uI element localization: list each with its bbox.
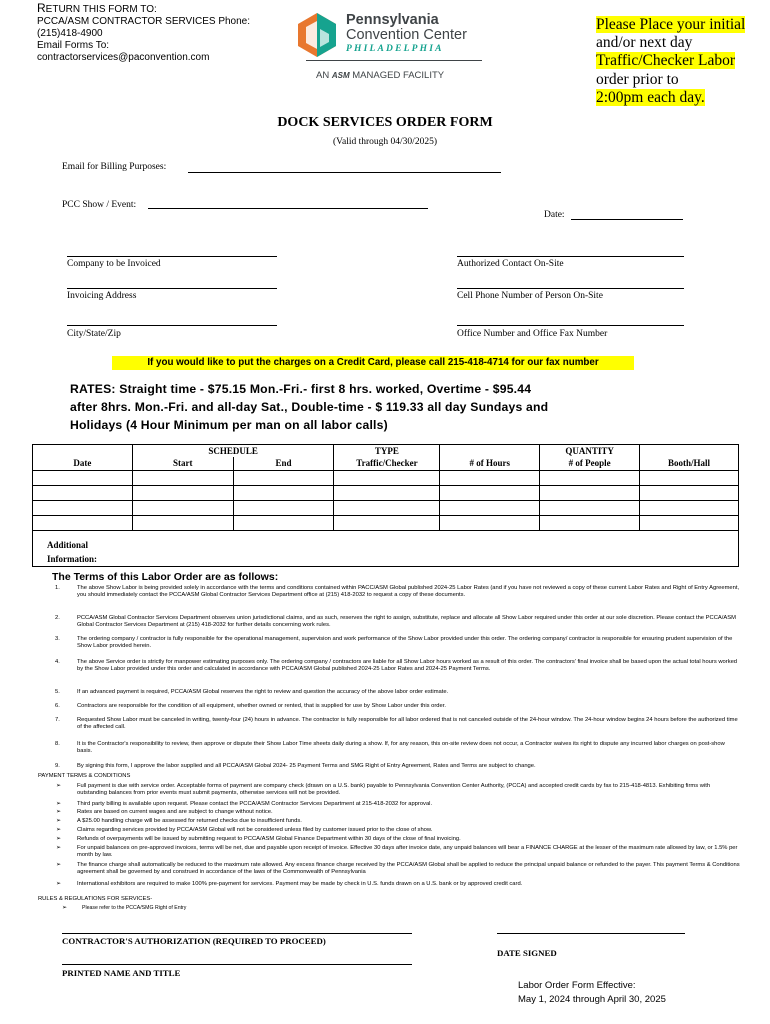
labor-schedule-table	[32, 444, 739, 567]
term-number: 6.	[55, 703, 60, 709]
bullet-arrow-icon: ➢	[56, 862, 62, 868]
term-number: 3.	[55, 636, 60, 642]
term-number: 7.	[55, 717, 60, 723]
term-number: 1.	[55, 585, 60, 591]
table-header-booth-top	[640, 445, 739, 457]
table-cell[interactable]	[33, 471, 133, 486]
bullet-arrow-icon: ➢	[56, 783, 62, 789]
table-cell[interactable]	[440, 471, 540, 486]
effective-dates	[518, 979, 666, 1007]
bullet-arrow-icon: ➢	[56, 809, 62, 815]
cell-phone-label: Cell Phone Number of Person On-Site	[457, 291, 603, 301]
contractor-authorization-label: CONTRACTOR'S AUTHORIZATION (REQUIRED TO PROCEED)	[62, 936, 326, 946]
payment-term-text: Rates are based on current wages and are subject to change without notice.	[77, 809, 273, 815]
table-group-schedule: SCHEDULE	[132, 445, 334, 457]
printed-name-field[interactable]	[62, 964, 412, 965]
date-signed-label: DATE SIGNED	[497, 948, 557, 958]
bullet-arrow-icon: ➢	[56, 836, 62, 842]
term-text: It is the Contractor's responsibility to review, then approve or dispute their Show Labor Time sheets daily during a show. If, for any reason, this on-site review does not occur, a Contractor waives its right to dispute any incurred labor charges on post-show basis.	[77, 741, 725, 755]
payment-term-text: Full payment is due with service order. Acceptable forms of payment are company check (drawn on a U.S. bank) payable to Pennsylvania Convention Center Authority, (PCCA) and accepted credit cards by fax to 215-418-4813. Exhibiting firms with outstanding balances from prior events must submit payments, otherwise services will not be provided.	[77, 783, 711, 797]
term-text: Contractors are responsible for the condition of all equipment, whether owned or rented, that is supplied for use by Show Labor under this order.	[77, 703, 446, 709]
managed-facility-tagline	[316, 70, 444, 81]
table-cell[interactable]	[132, 501, 233, 516]
show-event-field[interactable]	[148, 208, 428, 209]
payment-term-text: A $25.00 handling charge will be assessed for returned checks due to insufficient funds.	[77, 818, 302, 824]
tagline-suffix: MANAGED FACILITY	[352, 70, 445, 81]
effective-label: Labor Order Form Effective:	[518, 980, 636, 991]
tagline-prefix: AN	[316, 70, 330, 81]
city-state-zip-label: City/State/Zip	[67, 329, 121, 339]
effective-range: May 1, 2024 through April 30, 2025	[518, 994, 666, 1005]
table-cell[interactable]	[640, 501, 739, 516]
company-invoiced-label: Company to be Invoiced	[67, 259, 161, 269]
email-billing-field[interactable]	[188, 172, 501, 173]
term-number: 9.	[55, 763, 60, 769]
bullet-arrow-icon: ➢	[56, 801, 62, 807]
term-text: PCCA/ASM Global Contractor Services Department observes union jurisdictional claims, and as such, reserves the right to assign, substitute, replace and allocate all Show Labor required under this order at our sole discretion. Please contact the PCCA/ASM Global Contractor Services Department at (215) 418-2032 for further details concerning work rules.	[77, 615, 736, 629]
additional-label-line1: Additional	[47, 540, 89, 550]
cell-phone-field[interactable]	[457, 288, 684, 289]
pcc-logo	[298, 12, 498, 92]
table-cell[interactable]	[540, 471, 640, 486]
payment-term-text: International exhibitors are required to make 100% pre-payment for services. Payment may be made by check in U.S. funds drawn on a U.S. bank or by approved credit card.	[77, 881, 523, 887]
payment-terms-heading: PAYMENT TERMS & CONDITIONS	[38, 773, 131, 779]
table-col-hours: # of Hours	[440, 457, 540, 471]
date-field[interactable]	[571, 219, 683, 220]
table-cell[interactable]	[440, 516, 540, 531]
terms-heading: The Terms of this Labor Order are as follows:	[52, 571, 279, 583]
payment-term-text: For unpaid balances on pre-approved invoices, terms will be net, due and payable upon receipt of invoice. Effective 30 days after invoice date, any unpaid balances will bear a FINANCE CHARGE at the lesser of the maximum rate allowed by law, or 1.5% per month by law.	[77, 845, 738, 859]
term-number: 4.	[55, 659, 60, 665]
table-cell[interactable]	[334, 516, 440, 531]
note-line4: order prior to	[596, 70, 679, 88]
bullet-arrow-icon: ➢	[56, 881, 62, 887]
contractor-services-email: contractorservices@paconvention.com	[37, 52, 210, 63]
table-cell[interactable]	[132, 486, 233, 501]
table-cell[interactable]	[33, 516, 133, 531]
table-cell[interactable]	[33, 501, 133, 516]
additional-label-line2: Information:	[47, 554, 97, 564]
contractor-services-phone-label: PCCA/ASM CONTRACTOR SERVICES Phone:	[37, 16, 251, 27]
office-fax-field[interactable]	[457, 325, 684, 326]
date-label: Date:	[544, 210, 565, 220]
table-col-end: End	[233, 457, 334, 471]
contractor-services-phone: (215)418-4900	[37, 28, 103, 39]
table-cell[interactable]	[334, 501, 440, 516]
table-col-people: # of People	[540, 457, 640, 471]
term-text: Requested Show Labor must be canceled in writing, twenty-four (24) hours in advance. The contractor is fully responsible for all labor ordered that is not canceled outside of the 24-hour window. The 24-hour window begins 24 hours before the authorized time of the affected call.	[77, 717, 738, 731]
office-fax-label: Office Number and Office Fax Number	[457, 329, 608, 339]
table-cell[interactable]	[33, 486, 133, 501]
date-signed-field[interactable]	[497, 933, 685, 934]
table-cell[interactable]	[640, 516, 739, 531]
table-col-traffic-checker: Traffic/Checker	[334, 457, 440, 471]
note-line2: and/or next day	[596, 34, 693, 52]
term-number: 8.	[55, 741, 60, 747]
payment-term-text: Third party billing is available upon request. Please contact the PCCA/ASM Contractor Services Department at 215-418-2032 for approval.	[77, 801, 433, 807]
table-cell[interactable]	[540, 486, 640, 501]
email-billing-label: Email for Billing Purposes:	[62, 162, 167, 172]
pcc-logo-mark-icon	[298, 13, 336, 57]
email-forms-label: Email Forms To:	[37, 40, 110, 51]
logo-divider	[306, 60, 482, 61]
company-invoiced-field[interactable]	[67, 256, 277, 257]
table-cell[interactable]	[334, 486, 440, 501]
invoicing-address-label: Invoicing Address	[67, 291, 137, 301]
bullet-arrow-icon: ➢	[56, 845, 62, 851]
table-cell[interactable]	[233, 486, 334, 501]
authorized-contact-field[interactable]	[457, 256, 684, 257]
term-text: The ordering company / contractor is fully responsible for the operational management, supervision and work performance of the Show Labor provided under this order. The ordering company/ contractor is responsible for ensuring prudent supervision of the Show Labor provided herein.	[77, 636, 733, 650]
asm-logo-text: ASM	[331, 71, 350, 80]
table-cell[interactable]	[233, 471, 334, 486]
term-number: 2.	[55, 615, 60, 621]
table-group-type: TYPE	[334, 445, 440, 457]
term-text: The above Show Labor is being provided solely in accordance with the terms and conditions contained within PACC/ASM Global published 2024-25 Labor Rates (and if you have not reviewed a copy of these current Labor Rates and Right of Entry Agreement, you should immediately contact the PCCA/ASM Global Contractor Services Department office at (215) 418-2032 to request a copy of these documents.	[77, 585, 740, 599]
logo-name-line1: Pennsylvania	[346, 12, 439, 28]
table-header-date-top	[33, 445, 133, 457]
table-cell[interactable]	[540, 516, 640, 531]
bullet-arrow-icon: ➢	[56, 827, 62, 833]
rules-item: Please refer to the PCCA/SMG Right of Entry	[82, 905, 187, 911]
table-col-booth-hall: Booth/Hall	[640, 457, 739, 471]
payment-term-text: Claims regarding services provided by PCCA/ASM Global will not be considered unless filed by customer issued prior to the close of show.	[77, 827, 433, 833]
table-cell[interactable]	[233, 501, 334, 516]
term-number: 5.	[55, 689, 60, 695]
rates-line1: RATES: Straight time - $75.15 Mon.-Fri.- first 8 hrs. worked, Overtime - $95.44	[70, 382, 532, 396]
show-event-label: PCC Show / Event:	[62, 200, 137, 210]
logo-name-line2: Convention Center	[346, 27, 467, 43]
term-text: The above Service order is strictly for manpower estimating purposes only. The ordering company / contractors are liable for all Show Labor hours worked as a result of this order. The contractors' final invoice shall be based upon the actual total hours worked by the Show Labor provided under this order and calculated in accordance with PCCA/ASM Global published 2024-25 Labor Rates and 2024-25 Payment Terms.	[77, 659, 738, 673]
table-row	[33, 516, 739, 531]
table-cell[interactable]	[640, 471, 739, 486]
form-valid-through: (Valid through 04/30/2025)	[333, 137, 437, 147]
table-group-quantity: QUANTITY	[540, 445, 640, 457]
table-cell[interactable]	[334, 471, 440, 486]
table-cell[interactable]	[132, 471, 233, 486]
table-row	[33, 486, 739, 501]
table-row	[33, 471, 739, 486]
return-heading-initial: R	[37, 1, 46, 15]
rates-line3: Holidays (4 Hour Minimum per man on all labor calls)	[70, 418, 388, 432]
payment-term-text: The finance charge shall automatically be reduced to the maximum rate allowed. Any excess finance charge received by the PCCA/ASM Global shall be applied to reduce the principal unpaid balance or refunded to the payer. This payment Terms & Conditions agreement shall be governed by and construed in accordance of the laws of the Commonwealth of Pennsylvania	[77, 862, 740, 876]
city-state-zip-field[interactable]	[67, 325, 277, 326]
printed-name-label: PRINTED NAME AND TITLE	[62, 968, 181, 978]
return-heading: ETURN THIS FORM TO:	[45, 4, 157, 15]
term-text: If an advanced payment is required, PCCA/ASM Global reserves the right to review and question the accuracy of the above labor order estimate.	[77, 689, 449, 695]
authorized-contact-label: Authorized Contact On-Site	[457, 259, 564, 269]
table-cell[interactable]	[233, 516, 334, 531]
table-cell[interactable]	[440, 501, 540, 516]
table-cell[interactable]	[540, 501, 640, 516]
note-line5: 2:00pm each day.	[596, 88, 705, 106]
credit-card-banner: If you would like to put the charges on a Credit Card, please call 215-418-4714 for our fax number	[112, 356, 634, 370]
table-cell[interactable]	[640, 486, 739, 501]
return-address-block	[37, 2, 250, 64]
term-text: By signing this form, I approve the labor supplied and all PCCA/ASM Global 2024- 25 Payment Terms and SMG Right of Entry Agreement, Rates and Terms are subject to change.	[77, 763, 536, 769]
table-header-hours-top	[440, 445, 540, 457]
logo-city: PHILADELPHIA	[346, 44, 444, 54]
table-cell[interactable]	[440, 486, 540, 501]
contractor-authorization-field[interactable]	[62, 933, 412, 934]
form-title: DOCK SERVICES ORDER FORM	[277, 115, 493, 130]
order-deadline-note	[596, 16, 751, 107]
bullet-arrow-icon: ➢	[62, 905, 68, 911]
table-col-start: Start	[132, 457, 233, 471]
note-line3: Traffic/Checker Labor	[596, 52, 736, 70]
table-cell[interactable]	[132, 516, 233, 531]
additional-information-field[interactable]	[33, 531, 739, 567]
rates-line2: after 8hrs. Mon.-Fri. and all-day Sat., Double-time - $ 119.33 all day Sundays and	[70, 400, 549, 414]
table-col-date: Date	[33, 457, 133, 471]
bullet-arrow-icon: ➢	[56, 818, 62, 824]
rates-block	[70, 380, 670, 434]
note-line1: Please Place your initial	[596, 16, 746, 33]
table-row	[33, 501, 739, 516]
invoicing-address-field[interactable]	[67, 288, 277, 289]
payment-term-text: Refunds of overpayments will be issued by submitting request to PCCA/ASM Global Finance Department within 30 days of the close of final invoicing.	[77, 836, 461, 842]
rules-heading: RULES & REGULATIONS FOR SERVICES-	[38, 896, 153, 902]
